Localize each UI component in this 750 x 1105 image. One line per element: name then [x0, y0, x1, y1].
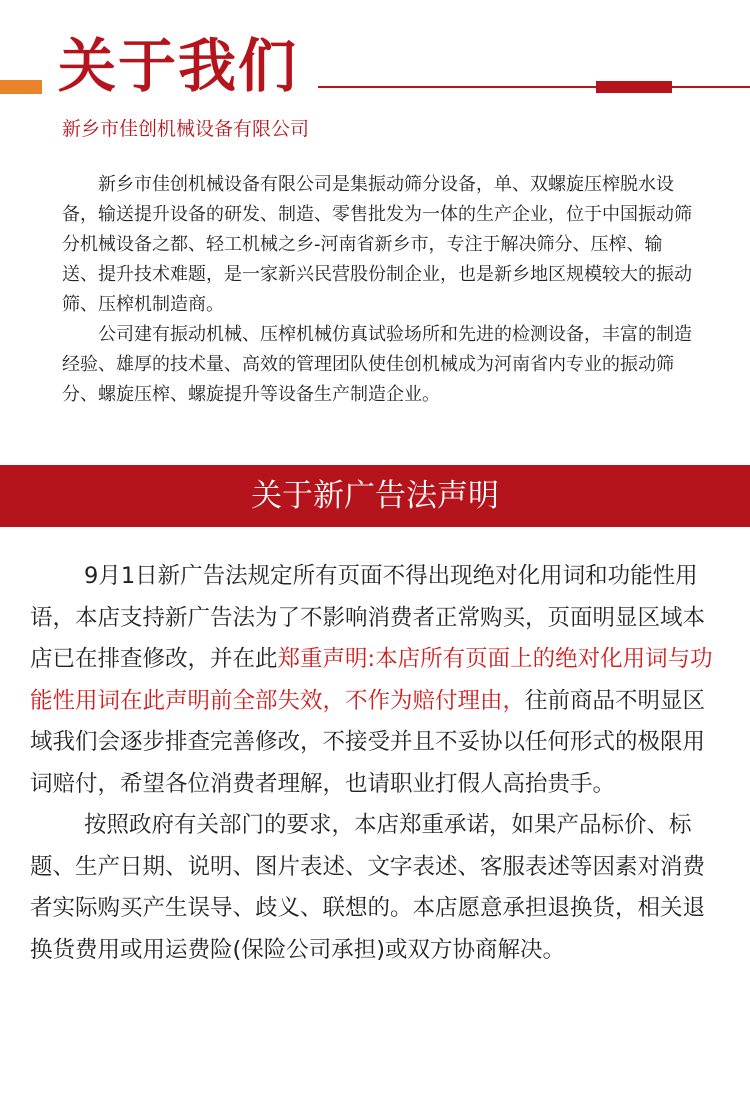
notice-text: 9月1日新广告法规定所有页面不得出现绝对化用词和功能性用语，本店支持新广告法为了不影响消费者正常购买，页面明显区域本店已在排查修改，并在此: [30, 563, 706, 672]
title-divider-line: [318, 86, 750, 88]
notice-highlight: 郑重声明:本店所有页面上的绝对化用词与功能性用词在此声明前全部失效，不作为赔付理由，: [30, 646, 713, 714]
notice-text: 往前商品不明显区域我们会逐步排查完善修改，不接受并且不妥协以任何形式的极限用词赔付，希望各位消费者理解，也请职业打假人高抬贵手。: [30, 687, 706, 797]
ad-law-banner: 关于新广告法声明: [0, 465, 750, 527]
ad-law-notice: [30, 556, 720, 971]
company-intro: [62, 170, 694, 410]
intro-paragraph: 公司建有振动机械、压榨机械仿真试验场所和先进的检测设备，丰富的制造经验、雄厚的技术量、高效的管理团队使佳创机械成为河南省内专业的振动筛分、螺旋压榨、螺旋提升等设备生产制造企业。: [62, 324, 692, 405]
notice-paragraph: [30, 556, 720, 805]
intro-paragraph: 新乡市佳创机械设备有限公司是集振动筛分设备，单、双螺旋压榨脱水设备，输送提升设备的研发、制造、零售批发为一体的生产企业，位于中国振动筛分机械设备之都、轻工机械之乡-河南省新乡市，专注于解决筛分、压榨、输送、提升技术难题，是一家新兴民营股份制企业，也是新乡地区规模较大的振动筛、压榨机制造商。: [62, 174, 692, 315]
title-divider-accent: [596, 81, 672, 93]
page-title: 关于我们: [58, 32, 299, 100]
orange-accent-bar: [0, 80, 42, 94]
notice-paragraph: 按照政府有关部门的要求，本店郑重承诺，如果产品标价、标题、生产日期、说明、图片表述、文字表述、客服表述等因素对消费者实际购买产生误导、歧义、联想的。本店愿意承担退换货，相关退换货费用或用运费险(保险公司承担)或双方协商解决。: [30, 812, 706, 963]
company-name: 新乡市佳创机械设备有限公司: [62, 118, 310, 140]
